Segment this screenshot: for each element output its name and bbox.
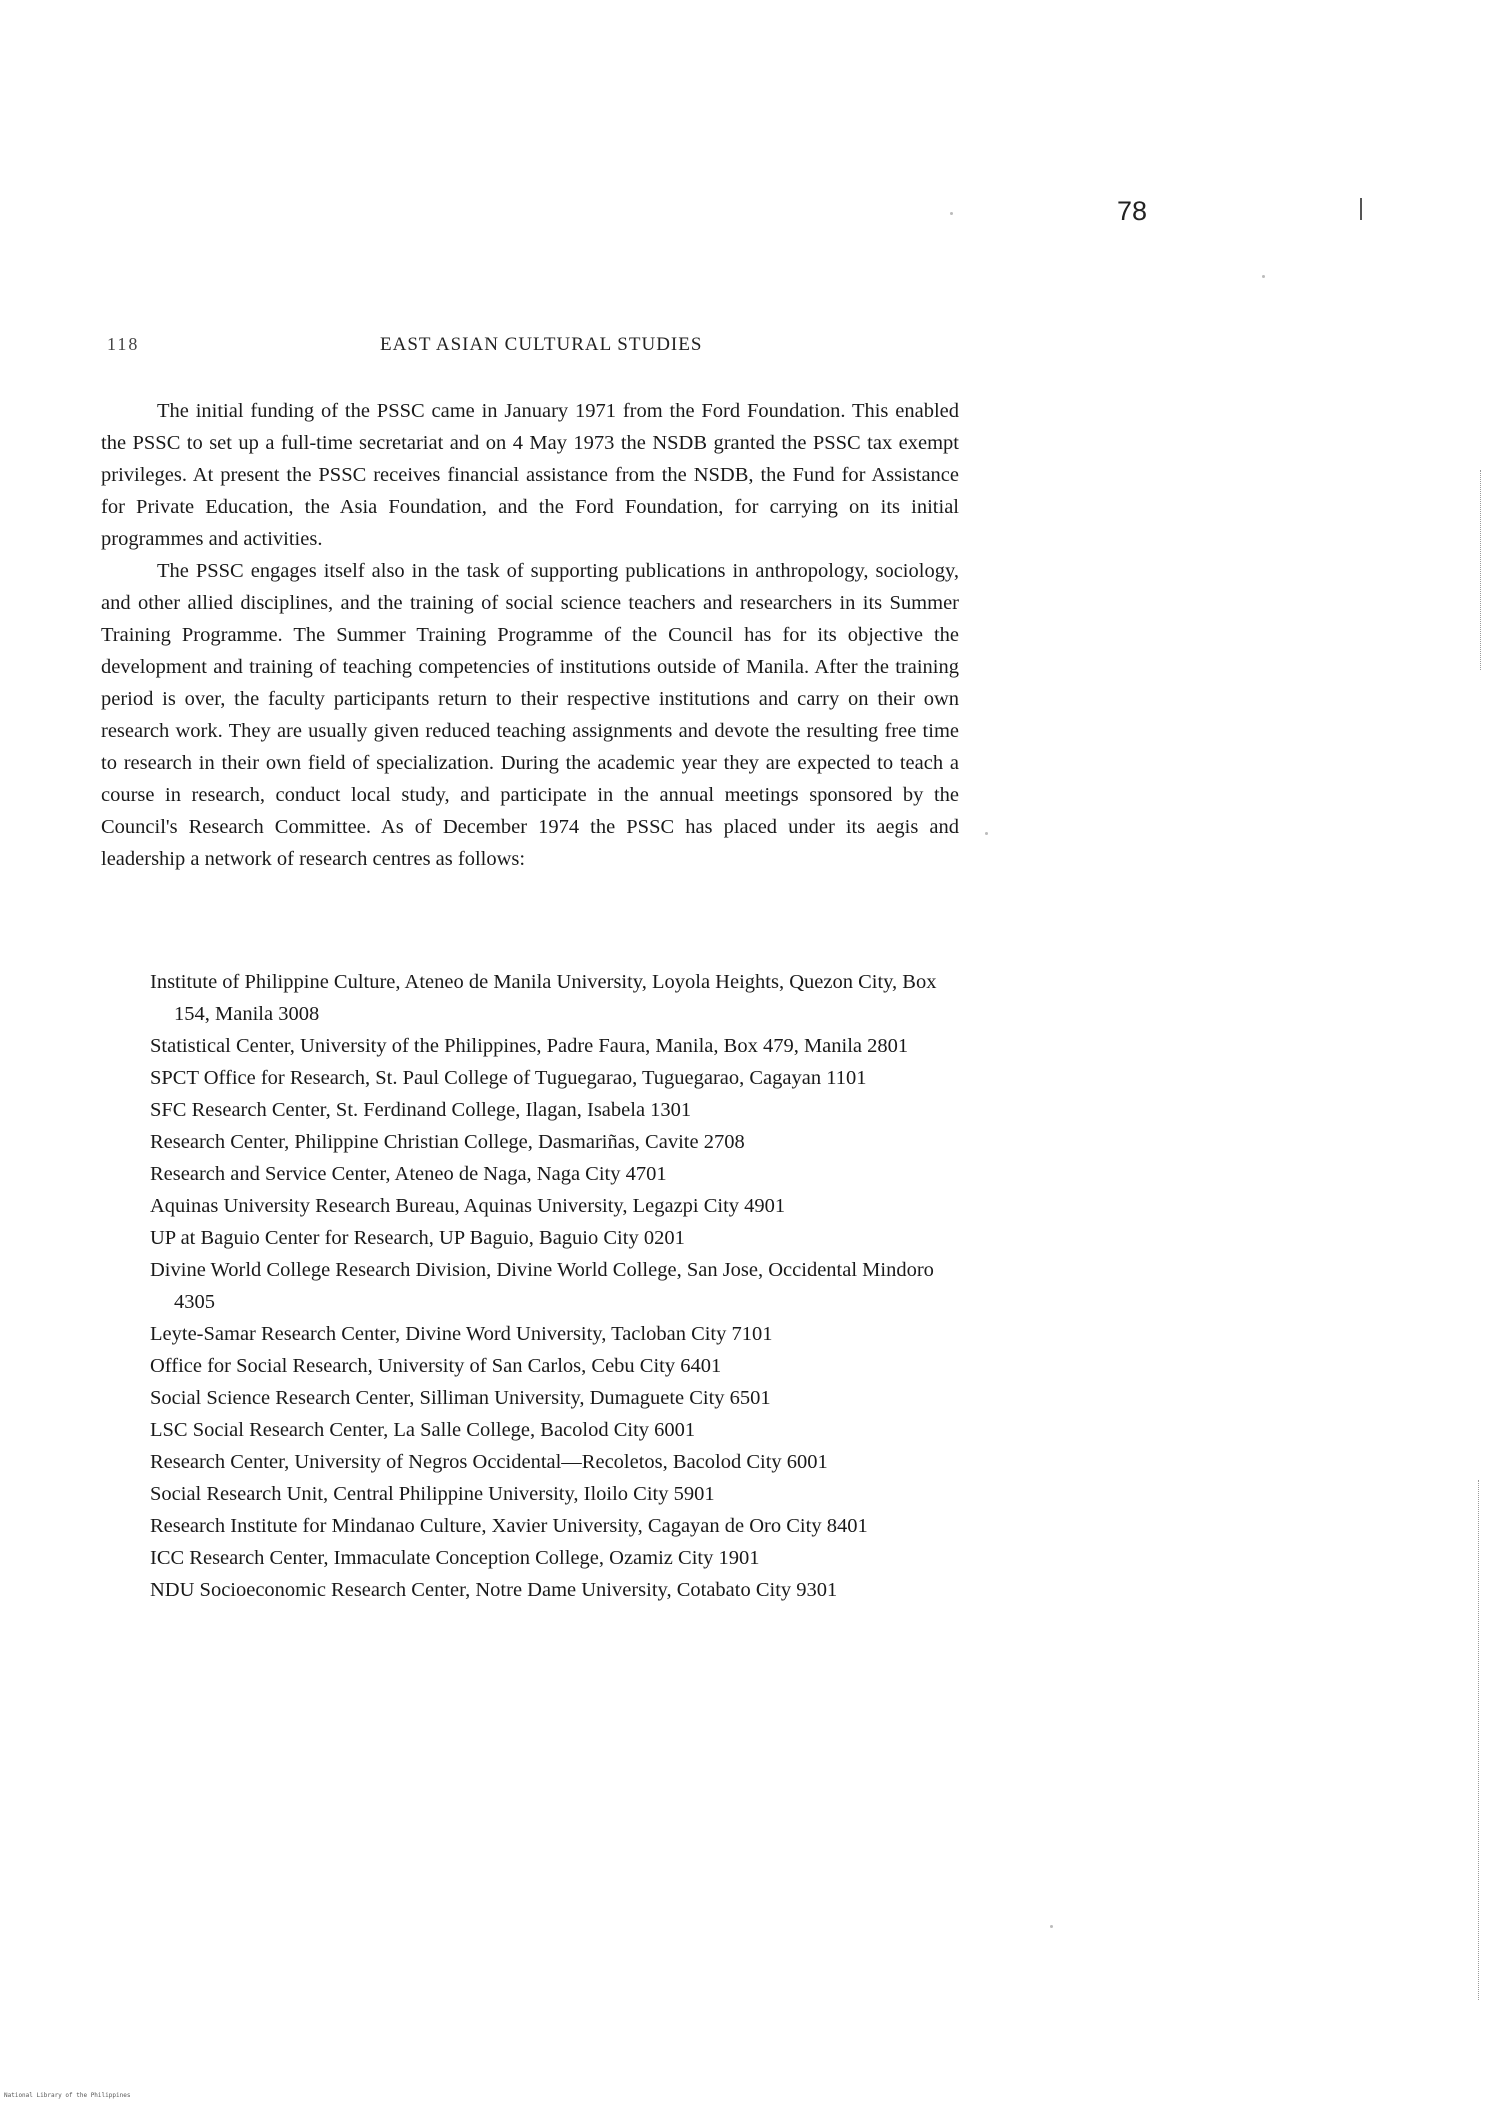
paragraph-training: The PSSC engages itself also in the task of supporting publications in anthropology, sociology, and other allied disciplines, and the training of social science teachers and researchers in its Summer Training Programme. The Summer Training Programme of the Council has for its objective the development and training of teaching competencies of institutions outside of Manila. After the training period is over, the faculty participants return to their respective institutions and carry on their own research work. They are usually given reduced teaching assignments and devote the resulting free time to research in their own field of specialization. During the academic year they are expected to teach a course in research, conduct local study, and participate in the annual meetings sponsored by the Council's Research Committee. As of December 1974 the PSSC has placed under its aegis and leadership a network of research centres as follows: [101, 560, 959, 870]
list-item: LSC Social Research Center, La Salle College, Bacolod City 6001 [150, 1419, 696, 1441]
paragraph-funding: The initial funding of the PSSC came in January 1971 from the Ford Foundation. This enabled the PSSC to set up a full-time secretariat and on 4 May 1973 the NSDB granted the PSSC tax exempt privileges. At present the PSSC receives financial assistance from the NSDB, the Fund for Assistance for Private Education, the Asia Foundation, and the Ford Foundation, for carrying on its initial programmes and activities. [101, 400, 959, 550]
list-item: SFC Research Center, St. Ferdinand College, Ilagan, Isabela 1301 [150, 1099, 692, 1121]
list-item: Research and Service Center, Ateneo de Naga, Naga City 4701 [150, 1163, 667, 1185]
original-page-number: 118 [107, 334, 140, 354]
scan-speck [1262, 275, 1265, 278]
list-item: UP at Baguio Center for Research, UP Baguio, Baguio City 0201 [150, 1227, 685, 1249]
list-item: Research Center, University of Negros Occidental—Recoletos, Bacolod City 6001 [150, 1451, 828, 1473]
research-centres-list [150, 966, 960, 1606]
scan-speck [1050, 1925, 1053, 1928]
scan-edge-mark [1480, 470, 1482, 670]
scan-speck [950, 212, 953, 215]
list-item: Social Research Unit, Central Philippine University, Iloilo City 5901 [150, 1483, 715, 1505]
folio-number: 78 [1117, 196, 1148, 226]
list-item: Statistical Center, University of the Philippines, Padre Faura, Manila, Box 479, Manila 2801 [150, 1035, 909, 1057]
list-item: Research Center, Philippine Christian College, Dasmariñas, Cavite 2708 [150, 1131, 745, 1153]
list-item: Social Science Research Center, Silliman University, Dumaguete City 6501 [150, 1387, 771, 1409]
list-item: ICC Research Center, Immaculate Conception College, Ozamiz City 1901 [150, 1547, 760, 1569]
running-head: EAST ASIAN CULTURAL STUDIES [380, 334, 703, 355]
list-item: Divine World College Research Division, Divine World College, San Jose, Occidental Mindoro 4305 [150, 1259, 934, 1313]
list-item: Office for Social Research, University of San Carlos, Cebu City 6401 [150, 1355, 722, 1377]
scan-edge-mark [1478, 1480, 1480, 2000]
list-item: Research Institute for Mindanao Culture, Xavier University, Cagayan de Oro City 8401 [150, 1515, 868, 1537]
scan-speck [985, 832, 988, 835]
list-item: SPCT Office for Research, St. Paul College of Tuguegarao, Tuguegarao, Cagayan 1101 [150, 1067, 867, 1089]
list-item: Institute of Philippine Culture, Ateneo de Manila University, Loyola Heights, Quezon City, Box 154, Manila 3008 [150, 971, 937, 1025]
footer-attribution: National Library of the Philippines [4, 2092, 131, 2099]
margin-tick-mark [1360, 198, 1362, 220]
body-text [101, 395, 959, 875]
list-item: NDU Socioeconomic Research Center, Notre Dame University, Cotabato City 9301 [150, 1579, 838, 1601]
list-item: Leyte-Samar Research Center, Divine Word University, Tacloban City 7101 [150, 1323, 773, 1345]
list-item: Aquinas University Research Bureau, Aquinas University, Legazpi City 4901 [150, 1195, 786, 1217]
